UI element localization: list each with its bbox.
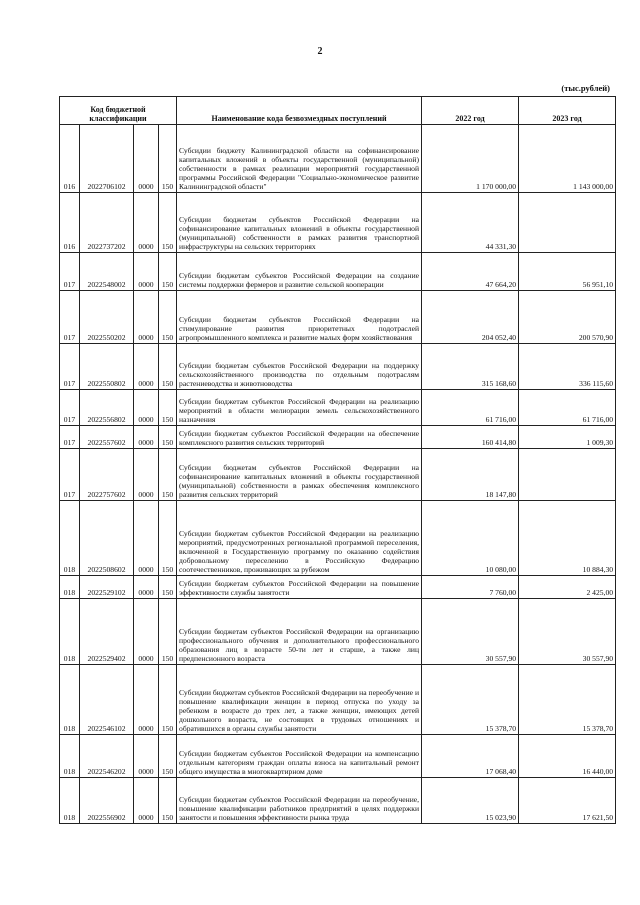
revenue-name-cell: Субсидии бюджетам субъектов Российской Федерации на повышение эффективности службы занятости	[177, 576, 422, 599]
admin-code-cell: 018	[60, 665, 80, 735]
amount-2022-cell: 18 147,80	[422, 449, 519, 501]
admin-code-cell: 018	[60, 735, 80, 778]
revenue-name-cell: Субсидии бюджетам субъектов Российской Федерации на стимулирование развития приоритетных подотраслей агропромышленного комплекса и развитие малых форм хозяйствования	[177, 291, 422, 344]
amount-2022-cell: 17 068,40	[422, 735, 519, 778]
admin-code-cell: 017	[60, 291, 80, 344]
table-row	[60, 344, 616, 390]
revenue-code-cell: 2022556902	[80, 778, 134, 824]
amount-2023-cell	[519, 449, 616, 501]
table-row	[60, 390, 616, 426]
table-row	[60, 291, 616, 344]
amount-2022-cell: 315 168,60	[422, 344, 519, 390]
amount-2022-cell: 44 331,30	[422, 193, 519, 253]
revenue-code-cell: 2022550802	[80, 344, 134, 390]
amount-2023-cell: 30 557,90	[519, 599, 616, 665]
kind-code-cell: 150	[159, 426, 177, 449]
amount-2023-cell: 17 621,50	[519, 778, 616, 824]
revenue-code-cell: 2022556802	[80, 390, 134, 426]
table-row	[60, 778, 616, 824]
table-row	[60, 449, 616, 501]
revenue-code-cell: 2022737202	[80, 193, 134, 253]
revenue-name-cell: Субсидии бюджетам субъектов Российской Федерации на поддержку сельскохозяйственного производства по отдельным подотраслям растениеводства и животноводства	[177, 344, 422, 390]
admin-code-cell: 017	[60, 344, 80, 390]
header-2023: 2023 год	[519, 97, 616, 125]
header-code: Код бюджетной классификации	[60, 97, 177, 125]
program-code-cell: 0000	[134, 125, 159, 193]
admin-code-cell: 016	[60, 193, 80, 253]
admin-code-cell: 017	[60, 253, 80, 291]
amount-2023-cell: 200 570,90	[519, 291, 616, 344]
table-row	[60, 426, 616, 449]
revenue-code-cell: 2022546202	[80, 735, 134, 778]
revenue-name-cell: Субсидии бюджетам субъектов Российской Федерации на переобучение, повышение квалификации работников предприятий в целях поддержки занятости и повышения эффективности рынка труда	[177, 778, 422, 824]
header-name: Наименование кода безвозмездных поступлений	[177, 97, 422, 125]
kind-code-cell: 150	[159, 778, 177, 824]
kind-code-cell: 150	[159, 735, 177, 778]
page-number: 2	[317, 46, 323, 57]
program-code-cell: 0000	[134, 291, 159, 344]
revenue-name-cell: Субсидии бюджетам субъектов Российской Федерации на софинансирование капитальных вложений в объекты государственной (муниципальной) собственности в рамках развития транспортной инфраструктуры на сельских территориях	[177, 193, 422, 253]
revenue-name-cell: Субсидии бюджетам субъектов Российской Федерации на создание системы поддержки фермеров и развитие сельской кооперации	[177, 253, 422, 291]
units-label: (тыс.рублей)	[561, 83, 610, 93]
admin-code-cell: 018	[60, 778, 80, 824]
amount-2023-cell: 16 440,00	[519, 735, 616, 778]
program-code-cell: 0000	[134, 778, 159, 824]
amount-2023-cell: 1 009,30	[519, 426, 616, 449]
revenue-code-cell: 2022550202	[80, 291, 134, 344]
admin-code-cell: 017	[60, 426, 80, 449]
kind-code-cell: 150	[159, 449, 177, 501]
kind-code-cell: 150	[159, 344, 177, 390]
table-row	[60, 735, 616, 778]
table-row	[60, 253, 616, 291]
revenue-code-cell: 2022529102	[80, 576, 134, 599]
amount-2023-cell: 15 378,70	[519, 665, 616, 735]
budget-table	[59, 96, 616, 824]
table-row	[60, 599, 616, 665]
revenue-name-cell: Субсидии бюджетам субъектов Российской Федерации на софинансирование капитальных вложений в объекты государственной (муниципальной) собственности в рамках обеспечения комплексного развития сельских территорий	[177, 449, 422, 501]
revenue-code-cell: 2022706102	[80, 125, 134, 193]
kind-code-cell: 150	[159, 253, 177, 291]
table-header-row	[60, 97, 616, 125]
program-code-cell: 0000	[134, 193, 159, 253]
program-code-cell: 0000	[134, 426, 159, 449]
table-row	[60, 193, 616, 253]
program-code-cell: 0000	[134, 599, 159, 665]
revenue-code-cell: 2022557602	[80, 426, 134, 449]
amount-2022-cell: 30 557,90	[422, 599, 519, 665]
amount-2023-cell: 1 143 000,00	[519, 125, 616, 193]
revenue-code-cell: 2022529402	[80, 599, 134, 665]
program-code-cell: 0000	[134, 735, 159, 778]
kind-code-cell: 150	[159, 390, 177, 426]
revenue-name-cell: Субсидии бюджету Калининградской области на софинансирование капитальных вложений в объекты государственной (муниципальной) собственности в рамках реализации мероприятий государственной программы Российской Федерации "Социально-экономическое развитие Калининградской области"	[177, 125, 422, 193]
kind-code-cell: 150	[159, 125, 177, 193]
kind-code-cell: 150	[159, 193, 177, 253]
revenue-name-cell: Субсидии бюджетам субъектов Российской Федерации на реализацию мероприятий в области мелиорации земель сельскохозяйственного назначения	[177, 390, 422, 426]
program-code-cell: 0000	[134, 576, 159, 599]
revenue-code-cell: 2022508602	[80, 501, 134, 576]
amount-2022-cell: 1 170 000,00	[422, 125, 519, 193]
program-code-cell: 0000	[134, 665, 159, 735]
amount-2022-cell: 15 023,90	[422, 778, 519, 824]
amount-2022-cell: 61 716,00	[422, 390, 519, 426]
table-row	[60, 665, 616, 735]
revenue-name-cell: Субсидии бюджетам субъектов Российской Федерации на переобучение и повышение квалификации женщин в период отпуска по уходу за ребенком в возрасте до трех лет, а также женщин, имеющих детей дошкольного возраста, не состоящих в трудовых отношениях и обратившихся в органы службы занятости	[177, 665, 422, 735]
amount-2022-cell: 10 080,00	[422, 501, 519, 576]
kind-code-cell: 150	[159, 665, 177, 735]
amount-2023-cell: 2 425,00	[519, 576, 616, 599]
amount-2022-cell: 47 664,20	[422, 253, 519, 291]
amount-2023-cell: 56 951,10	[519, 253, 616, 291]
amount-2022-cell: 204 052,40	[422, 291, 519, 344]
revenue-code-cell: 2022548002	[80, 253, 134, 291]
program-code-cell: 0000	[134, 253, 159, 291]
amount-2023-cell: 61 716,00	[519, 390, 616, 426]
revenue-name-cell: Субсидии бюджетам субъектов Российской Федерации на реализацию мероприятий, предусмотренных региональной программой переселения, включенной в Государственную программу по оказанию содействия добровольному переселению в Российскую Федерацию соотечественников, проживающих за рубежом	[177, 501, 422, 576]
kind-code-cell: 150	[159, 501, 177, 576]
admin-code-cell: 017	[60, 390, 80, 426]
amount-2022-cell: 160 414,80	[422, 426, 519, 449]
admin-code-cell: 018	[60, 501, 80, 576]
revenue-name-cell: Субсидии бюджетам субъектов Российской Федерации на компенсацию отдельным категориям граждан оплаты взноса на капитальный ремонт общего имущества в многоквартирном доме	[177, 735, 422, 778]
kind-code-cell: 150	[159, 599, 177, 665]
table-row	[60, 576, 616, 599]
amount-2022-cell: 7 760,00	[422, 576, 519, 599]
header-2022: 2022 год	[422, 97, 519, 125]
table-body	[60, 125, 616, 824]
program-code-cell: 0000	[134, 501, 159, 576]
revenue-code-cell: 2022546102	[80, 665, 134, 735]
amount-2023-cell	[519, 193, 616, 253]
revenue-code-cell: 2022757602	[80, 449, 134, 501]
revenue-name-cell: Субсидии бюджетам субъектов Российской Федерации на организацию профессионального обучения и дополнительного профессионального образования лиц в возрасте 50-ти лет и старше, а также лиц предпенсионного возраста	[177, 599, 422, 665]
admin-code-cell: 018	[60, 576, 80, 599]
table-row	[60, 501, 616, 576]
amount-2022-cell: 15 378,70	[422, 665, 519, 735]
program-code-cell: 0000	[134, 390, 159, 426]
program-code-cell: 0000	[134, 449, 159, 501]
amount-2023-cell: 336 115,60	[519, 344, 616, 390]
table-row	[60, 125, 616, 193]
amount-2023-cell: 10 884,30	[519, 501, 616, 576]
admin-code-cell: 016	[60, 125, 80, 193]
revenue-name-cell: Субсидии бюджетам субъектов Российской Федерации на обеспечение комплексного развития сельских территорий	[177, 426, 422, 449]
kind-code-cell: 150	[159, 576, 177, 599]
admin-code-cell: 017	[60, 449, 80, 501]
kind-code-cell: 150	[159, 291, 177, 344]
program-code-cell: 0000	[134, 344, 159, 390]
admin-code-cell: 018	[60, 599, 80, 665]
